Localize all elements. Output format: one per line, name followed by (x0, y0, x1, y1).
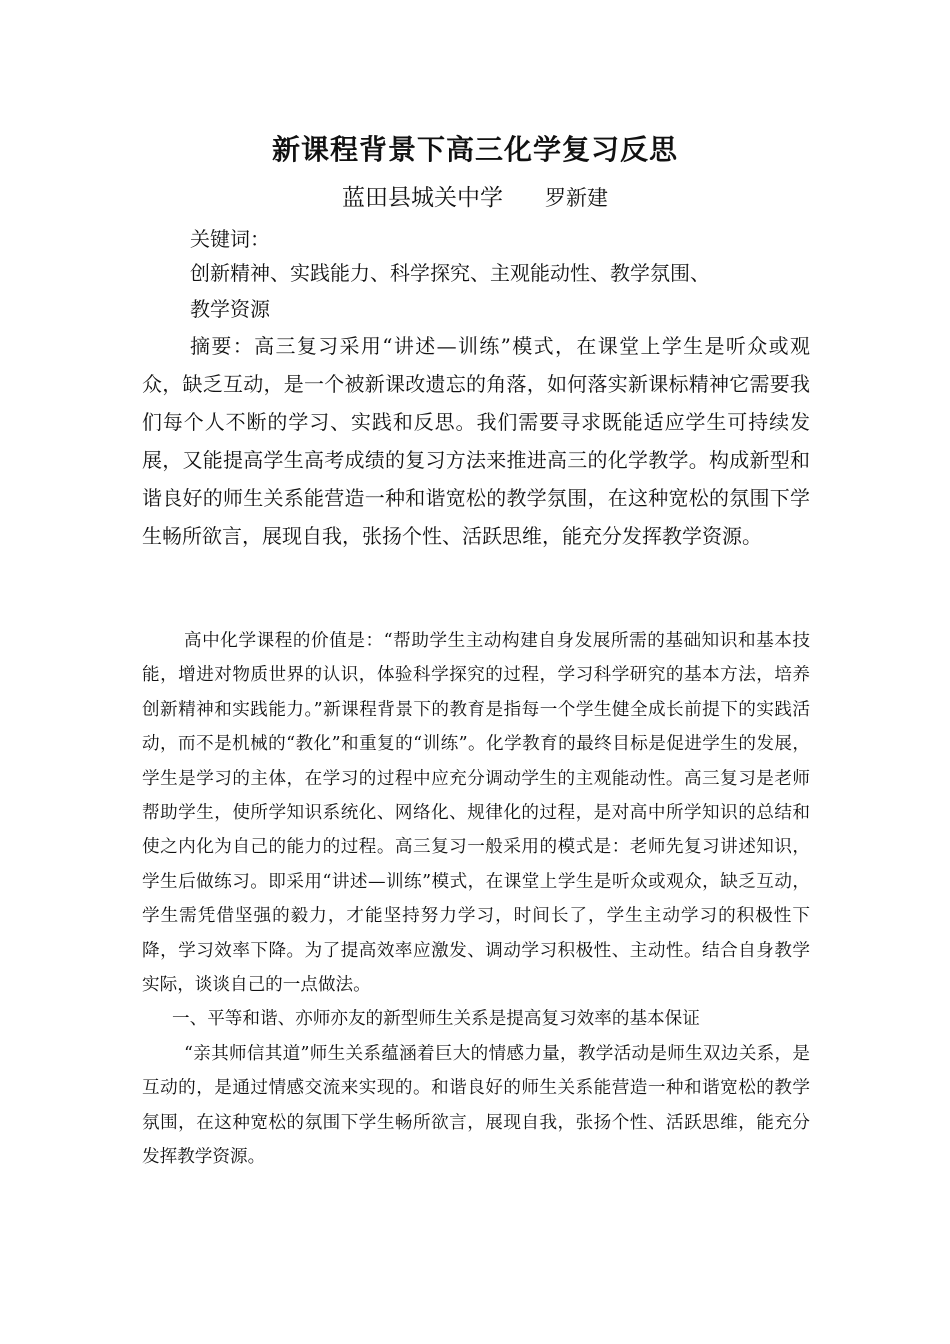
document-title: 新课程背景下高三化学复习反思 (271, 133, 678, 166)
abstract-paragraph: 摘要：高三复习采用“讲述—训练”模式，在课堂上学生是听众或观众，缺乏互动，是一个被新课改遗忘的角落，如何落实新课标精神它需要我们每个人不断的学习、实践和反思。我们需要寻求既能适应学生可持续发展，又能提高学生高考成绩的复习方法来推进高三的化学教学。构成新型和谐良好的师生关系能营造一种和谐宽松的教学氛围，在这种宽松的氛围下学生畅所欲言，展现自我，张扬个性、活跃思维，能充分发挥教学资源。 (142, 334, 810, 548)
section-heading: 一、平等和谐、亦师亦友的新型师生关系是提高复习效率的基本保证 (172, 1009, 700, 1030)
body-section (142, 624, 810, 1175)
author-name: 罗新建 (545, 186, 608, 210)
keywords-label: 关键词： (190, 227, 270, 251)
keywords-line: 教学资源 (190, 297, 270, 321)
body-paragraph: 高中化学课程的价值是：“帮助学生主动构建自身发展所需的基础知识和基本技能，增进对物质世界的认识，体验科学探究的过程，学习科学研究的基本方法，培养创新精神和实践能力。”新课程背景下的教育是指每一个学生健全成长前提下的实践活动，而不是机械的“教化”和重复的“训练”。化学教育的最终目标是促进学生的发展，学生是学习的主体，在学习的过程中应充分调动学生的主观能动性。高三复习是老师帮助学生，使所学知识系统化、网络化、规律化的过程，是对高中所学知识的总结和使之内化为自己的能力的过程。高三复习一般采用的模式是：老师先复习讲述知识，学生后做练习。即采用“讲述—训练”模式，在课堂上学生是听众或观众，缺乏互动，学生需凭借坚强的毅力，才能坚持努力学习，时间长了，学生主动学习的积极性下降，学习效率下降。为了提高效率应激发、调动学习积极性、主动性。结合自身教学实际，谈谈自己的一点做法。 (142, 631, 810, 996)
keywords-line: 创新精神、实践能力、科学探究、主观能动性、教学氛围、 (190, 261, 710, 285)
abstract-section (142, 327, 810, 555)
body-paragraph: “亲其师信其道”师生关系蕴涵着巨大的情感力量，教学活动是师生双边关系，是互动的，是通过情感交流来实现的。和谐良好的师生关系能营造一种和谐宽松的教学氛围，在这种宽松的氛围下学生畅所欲言，展现自我，张扬个性、活跃思维，能充分发挥教学资源。 (142, 1043, 810, 1168)
byline (0, 180, 950, 216)
school-name: 蓝田县城关中学 (342, 185, 503, 211)
